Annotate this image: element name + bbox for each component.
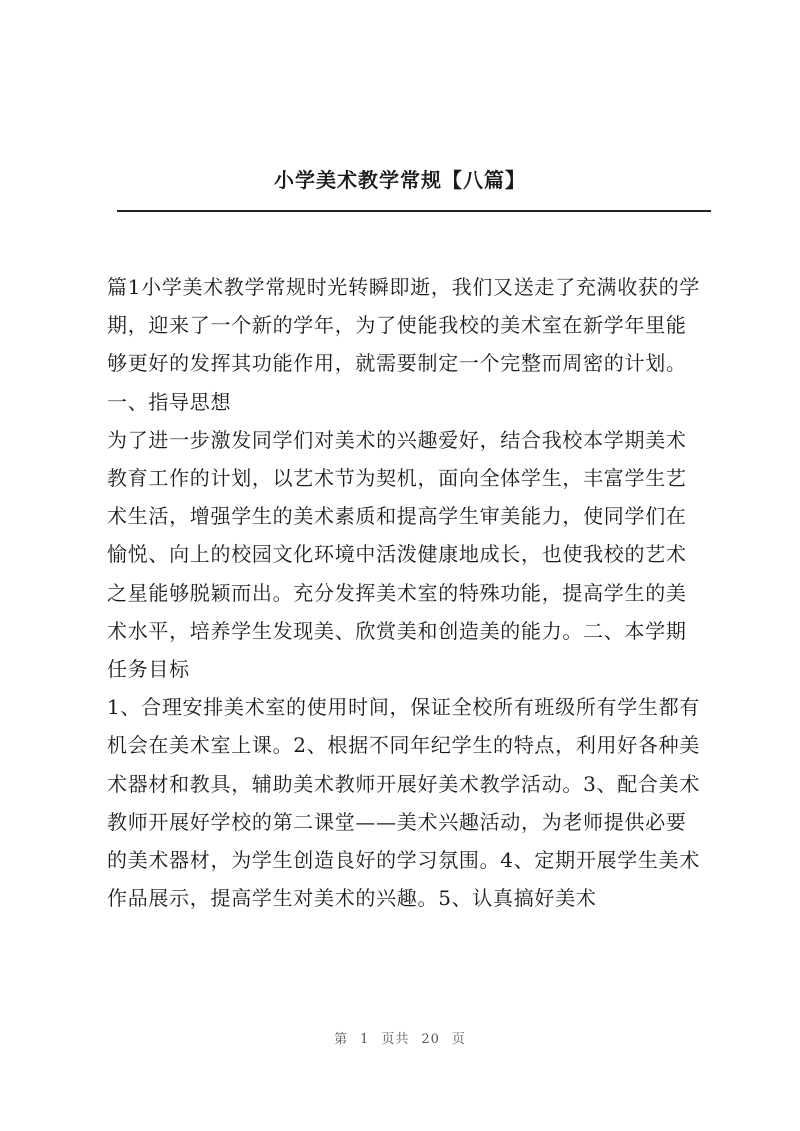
document-title: 小学美术教学常规【八篇】 — [274, 168, 526, 192]
document-body — [107, 268, 707, 917]
page-footer — [0, 1031, 800, 1049]
page-label-suffix: 页 — [451, 1032, 466, 1047]
current-page-number: 1 — [360, 1032, 370, 1047]
total-pages-number: 20 — [421, 1032, 440, 1047]
title-underline — [117, 210, 711, 212]
paragraph: 为了进一步激发同学们对美术的兴趣爱好，结合我校本学期美术教育工作的计划，以艺术节为契机，面向全体学生，丰富学生艺术生活，增强学生的美术素质和提高学生审美能力，使同学们在愉悦、向上的校园文化环境中活泼健康地成长，也使我校的艺术之星能够脱颖而出。充分发挥美术室的特殊功能，提高学生的美术水平，培养学生发现美、欣赏美和创造美的能力。二、本学期任务目标 — [107, 427, 687, 682]
page-label-mid: 页共 — [381, 1032, 410, 1047]
paragraph: 篇1小学美术教学常规时光转瞬即逝，我们又送走了充满收获的学期，迎来了一个新的学年，为了使能我校的美术室在新学年里能够更好的发挥其功能作用，就需要制定一个完整而周密的计划。一、指导思想 — [107, 275, 701, 414]
paragraph: 1、合理安排美术室的使用时间，保证全校所有班级所有学生都有机会在美术室上课。2、根据不同年纪学生的特点，利用好各种美术器材和教具，辅助美术教师开展好美术教学活动。3、配合美术教师开展好学校的第二课堂——美术兴趣活动，为老师提供必要的美术器材，为学生创造良好的学习氛围。4、定期开展学生美术作品展示，提高学生对美术的兴趣。5、认真搞好美术 — [107, 695, 701, 911]
page-label-prefix: 第 — [334, 1032, 349, 1047]
